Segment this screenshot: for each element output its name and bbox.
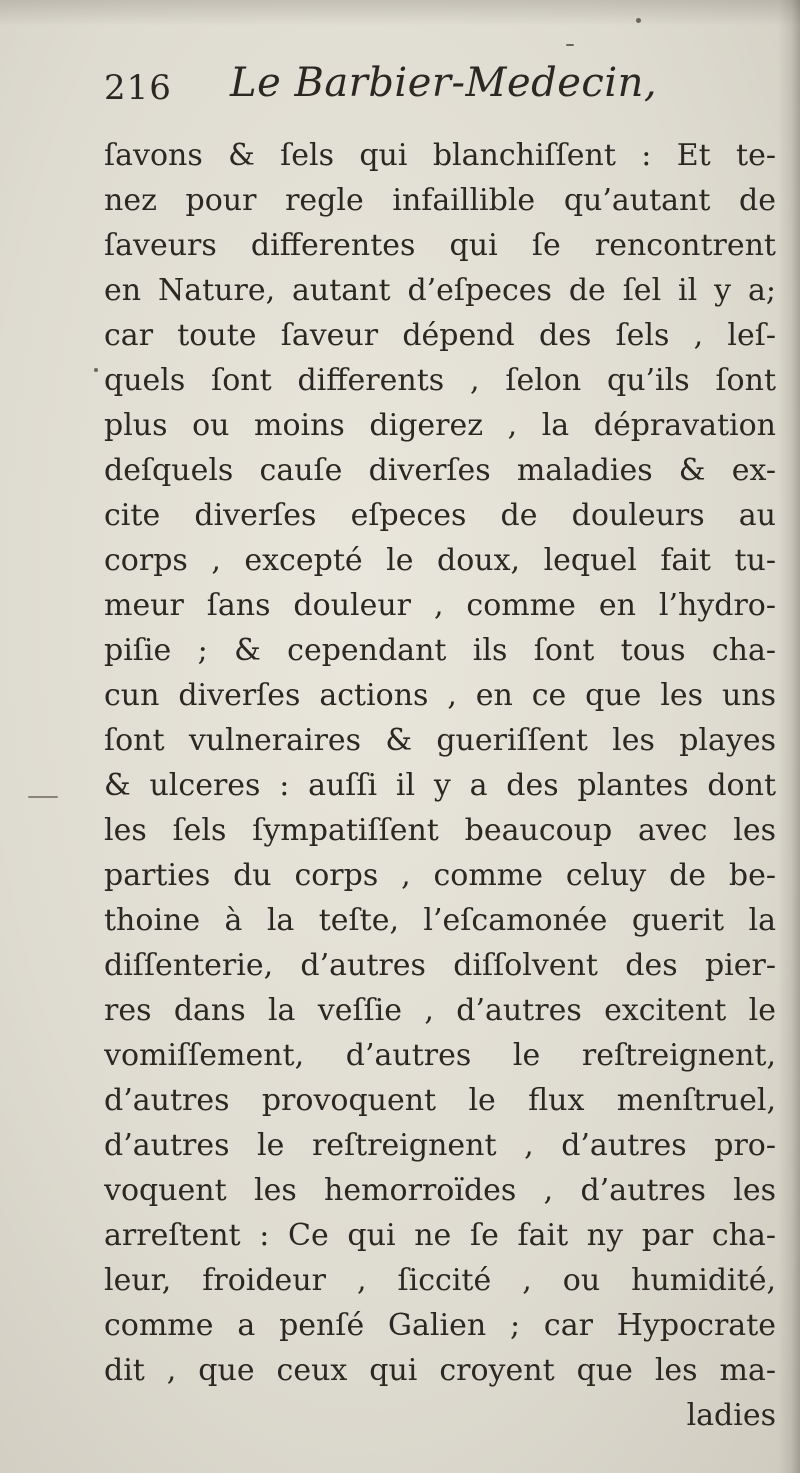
text-line: corps , excepté le doux, lequel fait tu- xyxy=(104,543,776,578)
text-line: les ſels ſympatiſſent beaucoup avec les xyxy=(104,813,776,848)
text-line: nez pour regle infaillible qu’autant de xyxy=(104,183,776,218)
ink-speck xyxy=(636,18,641,23)
text-line: plus ou moins digerez , la dépravation xyxy=(104,408,776,443)
ink-speck xyxy=(94,368,98,372)
text-line: diſſenterie, d’autres diſſolvent des pier- xyxy=(104,948,776,983)
text-line: comme a penſé Galien ; car Hypocrate xyxy=(104,1308,776,1343)
text-line: arreſtent : Ce qui ne ſe fait ny par cha- xyxy=(104,1218,776,1253)
page-top-shadow xyxy=(0,0,800,26)
text-line: quels ſont differents , ſelon qu’ils ſont xyxy=(104,363,776,398)
text-line: & ulceres : auſſi il y a des plantes dont xyxy=(104,768,776,803)
ink-speck xyxy=(566,44,574,46)
text-line: leur, froideur , ſiccité , ou humidité, xyxy=(104,1263,776,1298)
text-line: res dans la veſſie , d’autres excitent le xyxy=(104,993,776,1028)
text-line: d’autres provoquent le flux menſtruel, xyxy=(104,1083,776,1118)
running-title: Le Barbier-Medecin, xyxy=(230,60,658,106)
text-line: en Nature, autant d’eſpeces de ſel il y a; xyxy=(104,273,776,308)
text-line: ſont vulneraires & gueriſſent les playes xyxy=(104,723,776,758)
page-header xyxy=(104,58,704,128)
text-line: ſavons & ſels qui blanchiſſent : Et te- xyxy=(104,138,776,173)
text-line: cun diverſes actions , en ce que les uns xyxy=(104,678,776,713)
text-line: dit , que ceux qui croyent que les ma- xyxy=(104,1353,776,1388)
body-text xyxy=(104,133,776,1438)
text-line: parties du corps , comme celuy de be- xyxy=(104,858,776,893)
ink-speck xyxy=(28,796,58,798)
text-line: vomiſſement, d’autres le reſtreignent, xyxy=(104,1038,776,1073)
text-line: d’autres le reſtreignent , d’autres pro- xyxy=(104,1128,776,1163)
text-line: ſaveurs differentes qui ſe rencontrent xyxy=(104,228,776,263)
page-gutter-shadow xyxy=(778,0,800,1473)
catchword: ladies xyxy=(686,1398,776,1433)
text-line: deſquels cauſe diverſes maladies & ex- xyxy=(104,453,776,488)
text-line: voquent les hemorroïdes , d’autres les xyxy=(104,1173,776,1208)
text-line: piſie ; & cependant ils ſont tous cha- xyxy=(104,633,776,668)
text-line: thoine à la teſte, l’eſcamonée guerit la xyxy=(104,903,776,938)
text-line: cite diverſes eſpeces de douleurs au xyxy=(104,498,776,533)
page-number: 216 xyxy=(104,68,172,108)
text-line: car toute ſaveur dépend des ſels , leſ- xyxy=(104,318,776,353)
text-line: meur ſans douleur , comme en l’hydro- xyxy=(104,588,776,623)
